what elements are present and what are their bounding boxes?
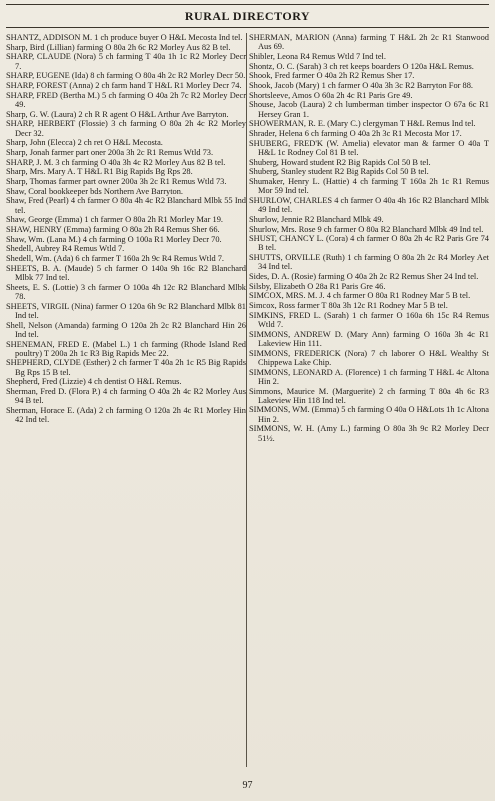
directory-entry: SHARP, FOREST (Anna) 2 ch farm hand T H&L R1 Morley Decr 74. [6, 81, 242, 91]
directory-entry: SIMMONS, W. H. (Amy L.) farming O 80a 3h 9c R2 Morley Decr 51½. [249, 424, 489, 443]
directory-entry: SIMMONS, ANDREW D. (Mary Ann) farming O 160a 3h 4c R1 Lakeview Hin 111. [249, 329, 489, 348]
page-title: RURAL DIRECTORY [184, 9, 311, 23]
directory-entry: SIMCOX, MRS. M. J. 4 ch farmer O 80a R1 Rodney Mar 5 B tel. [249, 291, 471, 301]
right-column [249, 33, 489, 443]
directory-entry: Shumaker, Henry L. (Hattie) 4 ch farming T 160a 2h 1c R1 Remus Mor 59 Ind tel. [249, 177, 489, 196]
directory-entry: Silsby, Elizabeth O 28a R1 Paris Gre 46. [249, 281, 386, 291]
directory-entry: SHANTZ, ADDISON M. 1 ch produce buyer O H&L Mecosta Ind tel. [6, 33, 243, 42]
directory-entry: SHENEMAN, FRED E. (Mabel L.) 1 ch farming (Rhode Island Red poultry) T 200a 2h 1c R3 Big Rapids Mec 22. [6, 339, 246, 358]
directory-entry: Shurlow, Jennie R2 Blanchard Mlbk 49. [249, 214, 384, 224]
directory-entry: Shaw, Wm. (Lana M.) 4 ch farming O 100a R1 Morley Decr 70. [6, 234, 222, 244]
left-column [6, 33, 246, 425]
directory-entry: Shaw, George (Emma) 1 ch farmer O 80a 2h R1 Morley Mar 19. [6, 215, 223, 225]
directory-entry: Shuberg, Stanley student R2 Big Rapids Col 50 B tel. [249, 167, 429, 177]
directory-entry: Shurlow, Mrs. Rose 9 ch farmer O 80a R2 Blanchard Mlbk 49 Ind tel. [249, 224, 484, 234]
directory-entry: Shontz, O. C. (Sarah) 3 ch ret keeps boarders O 120a H&L Remus. [249, 61, 474, 71]
directory-entry: SHARP, EUGENE (Ida) 8 ch farming O 80a 4h 2c R2 Morley Decr 50. [6, 71, 246, 81]
directory-entry: Shibler, Leona R4 Remus Wtld 7 Ind tel. [249, 51, 386, 61]
directory-entry: Shaw, Fred (Pearl) 4 ch farmer O 80a 4h 4c R2 Blanchard Mlbk 55 Ind tel. [6, 196, 246, 215]
column-divider [246, 33, 247, 767]
directory-entry: Sherman, Fred D. (Flora P.) 4 ch farming O 40a 2h 4c R2 Morley Aus 94 B tel. [6, 387, 246, 406]
directory-entry: SHUST, CHANCY L. (Cora) 4 ch farmer O 80a 2h 4c R2 Paris Gre 74 B tel. [249, 234, 489, 253]
directory-entry: SHEETS, B. A. (Maude) 5 ch farmer O 140a 9h 16c R2 Blanchard Mlbk 77 Ind tel. [6, 263, 246, 283]
directory-entry: Sharp, G. W. (Laura) 2 ch R R agent O H&L Arthur Ave Barryton. [6, 109, 229, 119]
directory-entry: SHUTTS, ORVILLE (Ruth) 1 ch farming O 80a 2h 2c R4 Morley Aet 34 Ind tel. [249, 253, 489, 272]
directory-entry: Shook, Jacob (Mary) 1 ch farmer O 40a 3h 3c R2 Barryton For 88. [249, 81, 473, 91]
directory-entry: Shedell, Aubrey R4 Remus Wtld 7. [6, 244, 125, 254]
directory-entry: Sharp, Jonah farmer part oner 200a 3h 2c R1 Remus Wtld 73. [6, 147, 214, 157]
directory-entry: Sharp, John (Elecca) 2 ch ret O H&L Mecosta. [6, 138, 163, 148]
directory-entry: Simmons, Maurice M. (Marguerite) 2 ch farming T 80a 4h 6c R3 Lakeview Hin 118 Ind tel. [249, 386, 489, 405]
page-header [6, 4, 489, 28]
directory-entry: SHARP, FRED (Bertha M.) 5 ch farming O 40a 2h 7c R2 Morley Decr 49. [6, 90, 246, 109]
directory-entry: Shrader, Helena 6 ch farming O 40a 2h 3c R1 Mecosta Mor 17. [249, 129, 462, 139]
page-number: 97 [242, 780, 253, 791]
directory-entry: Sides, D. A. (Rosie) farming O 40a 2h 2c R2 Remus Sher 24 Ind tel. [249, 272, 479, 282]
directory-entry: SHUBERG, FRED'K (W. Amelia) elevator man & farmer O 40a T H&L 1c Rodney Col 81 B tel. [249, 138, 489, 157]
directory-entry: Sharp, Bird (Lillian) farming O 80a 2h 6c R2 Morley Aus 82 B tel. [6, 42, 231, 52]
directory-entry: SHERMAN, MARION (Anna) farming T H&L 2h 2c R1 Stanwood Aus 69. [249, 33, 489, 52]
directory-entry: Shepherd, Fred (Lizzie) 4 ch dentist O H&L Remus. [6, 377, 182, 387]
directory-entry: Shortsleeve, Amos O 60a 2h 4c R1 Paris Gre 49. [249, 90, 413, 100]
directory-entry: SHARP, J. M. 3 ch farming O 40a 3h 4c R2 Morley Aus 82 B tel. [6, 157, 226, 167]
directory-entry: SHAW, HENRY (Emma) farming O 80a 2h R4 Remus Sher 66. [6, 225, 220, 235]
directory-entry: SIMMONS, LEONARD A. (Florence) 1 ch farming T H&L 4c Altona Hin 2. [249, 367, 489, 386]
directory-entry: SHURLOW, CHARLES 4 ch farmer O 40a 4h 16c R2 Blanchard Mlbk 49 Ind tel. [249, 195, 489, 215]
directory-entry: SIMMONS, FREDERICK (Nora) 7 ch laborer O H&L Wealthy St Chippewa Lake Chip. [249, 348, 489, 367]
page-footer [0, 780, 495, 791]
directory-entry: SHEETS, VIRGIL (Nina) farmer O 120a 6h 9c R2 Blanchard Mlbk 81 Ind tel. [6, 301, 246, 320]
directory-entry: Sharp, Mrs. Mary A. T H&L R1 Big Rapids Bg Rps 28. [6, 167, 193, 177]
directory-entry: SIMMONS, WM. (Emma) 5 ch farming O 40a O H&Lots 1h 1c Altona Hin 2. [249, 405, 489, 424]
directory-entry: SIMKINS, FRED L. (Sarah) 1 ch farmer O 160a 6h 15c R4 Remus Wtld 7. [249, 310, 489, 330]
directory-entry: Sharp, Thomas farmer part owner 200a 3h 2c R1 Remus Wtld 73. [6, 177, 227, 187]
directory-entry: Sherman, Horace E. (Ada) 2 ch farming O 120a 2h 4c R1 Morley Hin 42 Ind tel. [6, 405, 246, 425]
directory-entry: Sheets, E. S. (Lottie) 3 ch farmer O 100a 4h 12c R2 Blanchard Mlbk 78. [6, 282, 246, 301]
directory-entry: SHARP, HERBERT (Flossie) 3 ch farming O 80a 2h 4c R2 Morley Decr 32. [6, 119, 246, 138]
directory-entry: Simcox, Ross farmer T 80a 3h 12c R1 Rodney Mar 5 B tel. [249, 301, 448, 311]
directory-entry: Shell, Nelson (Amanda) farming O 120a 2h 2c R2 Blanchard Hin 26 Ind tel. [6, 320, 246, 339]
directory-entry: Shedell, Wm. (Ada) 6 ch farmer T 160a 2h 9c R4 Remus Wtld 7. [6, 254, 225, 264]
directory-entry: SHARP, CLAUDE (Nora) 5 ch farming T 40a 1h 1c R2 Morley Decr 7. [6, 52, 246, 71]
directory-entry: Shaw, Coral bookkeeper bds Northern Ave Barryton. [6, 186, 183, 196]
directory-entry: Shook, Fred farmer O 40a 2h R2 Remus Sher 17. [249, 71, 415, 81]
directory-entry: Shouse, Jacob (Laura) 2 ch lumberman timber inspector O 67a 6c R1 Hersey Gran 1. [249, 100, 489, 119]
directory-entry: SHOWERMAN, R. E. (Mary C.) clergyman T H&L Remus Ind tel. [249, 119, 476, 129]
directory-entry: Shuberg, Howard student R2 Big Rapids Col 50 B tel. [249, 157, 431, 167]
directory-entry: SHEPHERD, CLYDE (Esther) 2 ch farmer T 40a 2h 1c R5 Big Rapids Bg Rps 15 B tel. [6, 358, 246, 377]
